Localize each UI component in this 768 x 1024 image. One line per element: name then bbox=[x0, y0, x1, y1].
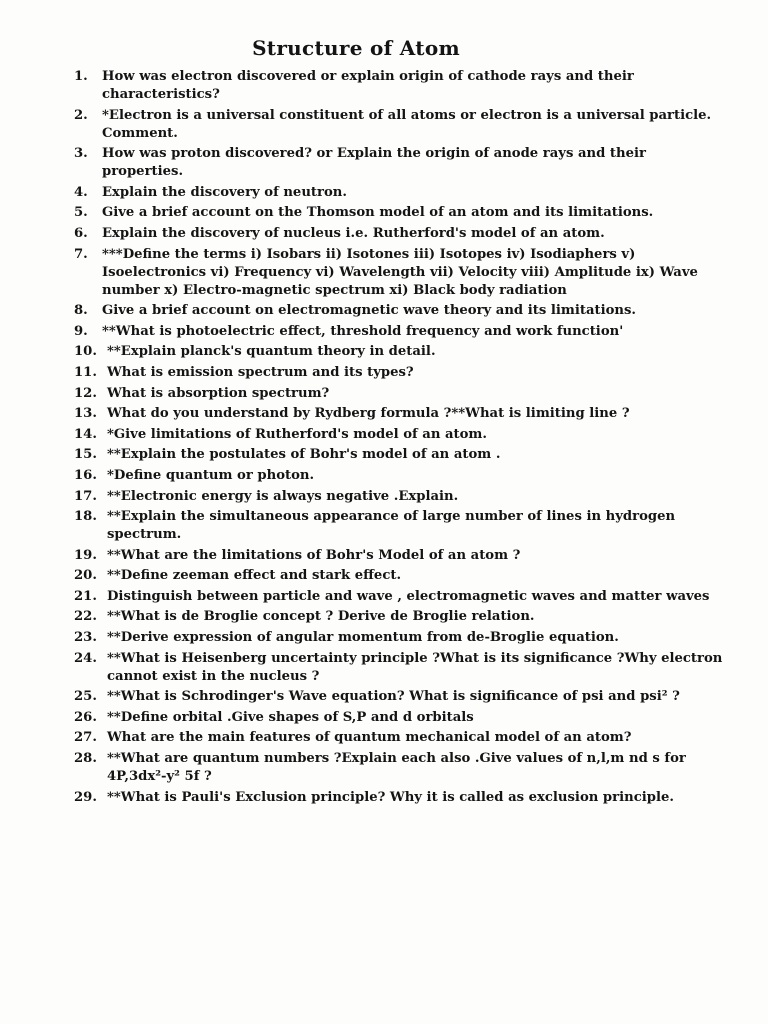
question-item bbox=[74, 364, 724, 382]
question-number: 3. bbox=[74, 146, 88, 162]
question-text: *Define quantum or photon. bbox=[107, 467, 315, 483]
question-item bbox=[74, 709, 724, 727]
question-text: Explain the discovery of nucleus i.e. Rutherford's model of an atom. bbox=[102, 225, 605, 241]
question-text: ***Define the terms i) Isobars ii) Isotones iii) Isotopes iv) Isodiaphers v) Isoelectronics vi) Frequency vi) Wavelength vii) Velocity viii) Amplitude ix) Wave number x) Electro-magnetic spectrum xi) Black body radiation bbox=[102, 246, 698, 298]
question-number: 19. bbox=[74, 547, 97, 563]
question-text: **What is Pauli's Exclusion principle? Why it is called as exclusion principle. bbox=[107, 789, 674, 805]
question-text: Explain the discovery of neutron. bbox=[102, 184, 347, 200]
question-text: **Explain the postulates of Bohr's model of an atom . bbox=[107, 447, 501, 463]
question-item bbox=[74, 405, 724, 423]
question-item bbox=[74, 650, 724, 686]
question-number: 16. bbox=[74, 467, 97, 483]
question-number: 24. bbox=[74, 650, 97, 666]
question-number: 15. bbox=[74, 447, 97, 463]
question-text: *Give limitations of Rutherford's model of an atom. bbox=[107, 426, 487, 442]
question-number: 13. bbox=[74, 406, 97, 422]
question-text: **What is de Broglie concept ? Derive de Broglie relation. bbox=[107, 609, 535, 625]
question-text: **What are quantum numbers ?Explain each also .Give values of n,l,m nd s for 4P,3dx²-y² 5f ? bbox=[107, 751, 686, 785]
question-item bbox=[74, 608, 724, 626]
question-number: 21. bbox=[74, 588, 97, 604]
question-number: 4. bbox=[74, 184, 88, 200]
question-number: 2. bbox=[74, 107, 88, 123]
question-item bbox=[74, 302, 724, 320]
question-item bbox=[74, 488, 724, 506]
question-item bbox=[74, 246, 724, 300]
question-text: How was electron discovered or explain origin of cathode rays and their characteristics? bbox=[102, 69, 634, 102]
question-item bbox=[74, 789, 724, 807]
question-number: 22. bbox=[74, 609, 97, 625]
question-text: **What is Schrodinger's Wave equation? What is significance of psi and psi² ? bbox=[107, 689, 680, 705]
question-text: **Explain the simultaneous appearance of large number of lines in hydrogen spectrum. bbox=[107, 509, 676, 543]
question-item bbox=[74, 184, 724, 202]
question-item bbox=[74, 385, 724, 403]
question-number: 7. bbox=[74, 246, 88, 262]
question-number: 28. bbox=[74, 751, 97, 767]
question-text: **What is photoelectric effect, threshold frequency and work function' bbox=[102, 323, 624, 339]
question-item bbox=[74, 688, 724, 706]
question-text: Give a brief account on the Thomson model of an atom and its limitations. bbox=[102, 205, 654, 221]
question-item bbox=[74, 508, 724, 544]
question-item bbox=[74, 547, 724, 565]
question-number: 23. bbox=[74, 630, 97, 646]
question-number: 27. bbox=[74, 730, 97, 746]
question-text: What are the main features of quantum mechanical model of an atom? bbox=[107, 730, 632, 746]
question-text: *Electron is a universal constituent of all atoms or electron is a universal particle. Comment. bbox=[102, 107, 712, 141]
question-text: What do you understand by Rydberg formula ?**What is limiting line ? bbox=[107, 406, 630, 422]
question-item bbox=[74, 145, 724, 181]
question-item bbox=[74, 343, 724, 361]
question-text: What is emission spectrum and its types? bbox=[107, 364, 414, 380]
question-item bbox=[74, 68, 724, 104]
question-item bbox=[74, 225, 724, 243]
question-item bbox=[74, 323, 724, 341]
question-number: 5. bbox=[74, 205, 88, 221]
question-item bbox=[74, 467, 724, 485]
question-number: 14. bbox=[74, 426, 97, 442]
question-text: **Derive expression of angular momentum from de-Broglie equation. bbox=[107, 630, 619, 646]
question-item bbox=[74, 204, 724, 222]
question-number: 29. bbox=[74, 789, 97, 805]
question-text: **What are the limitations of Bohr's Model of an atom ? bbox=[107, 547, 521, 563]
question-number: 6. bbox=[74, 225, 88, 241]
question-number: 26. bbox=[74, 709, 97, 725]
question-number: 9. bbox=[74, 323, 88, 339]
question-text: **Electronic energy is always negative .Explain. bbox=[107, 488, 459, 504]
question-text: What is absorption spectrum? bbox=[107, 385, 330, 401]
question-text: **Explain planck's quantum theory in detail. bbox=[107, 344, 436, 360]
question-item bbox=[74, 588, 724, 606]
question-item bbox=[74, 107, 724, 143]
question-number: 20. bbox=[74, 568, 97, 584]
question-number: 25. bbox=[74, 689, 97, 705]
question-number: 18. bbox=[74, 509, 97, 525]
question-text: **What is Heisenberg uncertainty principle ?What is its significance ?Why electron cannot exist in the nucleus ? bbox=[107, 650, 723, 684]
question-item bbox=[74, 567, 724, 585]
question-number: 8. bbox=[74, 303, 88, 319]
question-text: Give a brief account on electromagnetic wave theory and its limitations. bbox=[102, 303, 636, 319]
question-text: Distinguish between particle and wave , electromagnetic waves and matter waves bbox=[107, 588, 710, 604]
question-text: How was proton discovered? or Explain the origin of anode rays and their properties. bbox=[102, 146, 646, 180]
question-item bbox=[74, 629, 724, 647]
question-number: 17. bbox=[74, 488, 97, 504]
question-item bbox=[74, 446, 724, 464]
question-number: 12. bbox=[74, 385, 97, 401]
question-item bbox=[74, 750, 724, 786]
question-text: **Define zeeman effect and stark effect. bbox=[107, 568, 402, 584]
question-number: 10. bbox=[74, 344, 97, 360]
question-text: **Define orbital .Give shapes of S,P and d orbitals bbox=[107, 709, 474, 725]
question-number: 1. bbox=[74, 69, 88, 84]
question-list bbox=[74, 68, 724, 809]
question-item bbox=[74, 729, 724, 747]
question-number: 11. bbox=[74, 364, 97, 380]
page-title: Structure of Atom bbox=[252, 36, 460, 60]
question-item bbox=[74, 426, 724, 444]
